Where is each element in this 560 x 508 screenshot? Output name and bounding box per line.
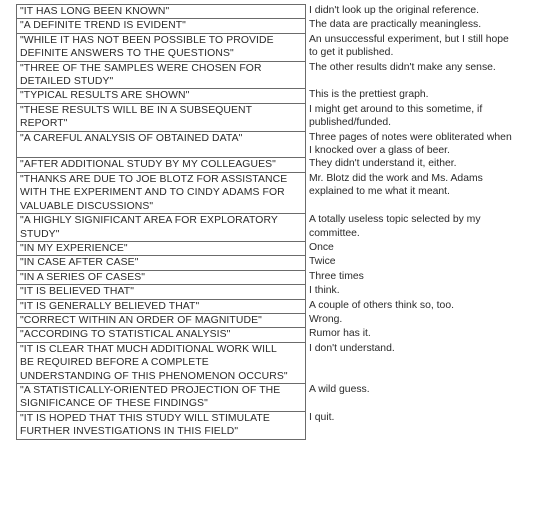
meaning-text: explained to me what it meant. <box>309 186 450 198</box>
meaning-text: An unsuccessful experiment, but I still hope <box>309 33 509 45</box>
phrase-text: SIGNIFICANCE OF THESE FINDINGS" <box>20 398 208 410</box>
phrase-text: FURTHER INVESTIGATIONS IN THIS FIELD" <box>20 426 239 438</box>
meaning-text: Three pages of notes were obliterated when <box>309 131 512 143</box>
meaning-text: A couple of others think so, too. <box>309 299 454 311</box>
table-row <box>0 18 560 32</box>
phrase-text: "IT HAS LONG BEEN KNOWN" <box>20 6 170 17</box>
phrase-text: "CORRECT WITHIN AN ORDER OF MAGNITUDE" <box>20 314 262 326</box>
phrase-text: "IT IS GENERALLY BELIEVED THAT" <box>20 300 200 312</box>
meaning-cell <box>309 131 554 158</box>
translation-table <box>0 4 560 440</box>
table-row <box>0 299 560 313</box>
table-row <box>0 284 560 298</box>
phrase-text: "IT IS CLEAR THAT MUCH ADDITIONAL WORK WILL <box>20 343 277 355</box>
meaning-cell <box>309 213 554 241</box>
meaning-cell <box>309 88 554 102</box>
meaning-text: I didn't look up the original reference. <box>309 5 480 16</box>
scientific-phrase-cell <box>16 270 306 284</box>
scientific-phrase-cell <box>16 33 306 61</box>
phrase-text: "A CAREFUL ANALYSIS OF OBTAINED DATA" <box>20 132 243 144</box>
meaning-cell <box>309 383 554 411</box>
table-row <box>0 383 560 411</box>
phrase-text: "IN MY EXPERIENCE" <box>20 242 128 254</box>
meaning-text: This is the prettiest graph. <box>309 89 429 101</box>
table-row <box>0 61 560 89</box>
phrase-text: "ACCORDING TO STATISTICAL ANALYSIS" <box>20 329 231 341</box>
table-row <box>0 241 560 255</box>
meaning-text: Twice <box>309 256 336 268</box>
meaning-text: The data are practically meaningless. <box>309 19 482 31</box>
scientific-phrase-cell <box>16 61 306 89</box>
phrase-text: REPORT" <box>20 118 68 130</box>
table-row <box>0 88 560 102</box>
phrase-text: VALUABLE DISCUSSIONS" <box>20 200 154 212</box>
scientific-phrase-cell <box>16 299 306 313</box>
scientific-phrase-cell <box>16 255 306 269</box>
meaning-cell <box>309 241 554 255</box>
phrase-text: "IN CASE AFTER CASE" <box>20 257 139 269</box>
phrase-text: "A STATISTICALLY-ORIENTED PROJECTION OF THE <box>20 384 281 396</box>
scientific-phrase-cell <box>16 313 306 327</box>
scientific-phrase-cell <box>16 411 306 440</box>
table-row <box>0 131 560 158</box>
meaning-cell <box>309 255 554 269</box>
scientific-phrase-cell <box>16 157 306 171</box>
scientific-phrase-cell <box>16 241 306 255</box>
meaning-cell <box>309 157 554 171</box>
meaning-cell <box>309 299 554 313</box>
meaning-text: I don't understand. <box>309 342 395 354</box>
table-row <box>0 327 560 341</box>
meaning-cell <box>309 313 554 327</box>
meaning-text: Once <box>309 241 334 253</box>
phrase-text: STUDY" <box>20 228 60 240</box>
meaning-text: I think. <box>309 285 340 297</box>
meaning-cell <box>309 33 554 61</box>
meaning-text: The other results didn't make any sense. <box>309 61 496 73</box>
scientific-phrase-cell <box>16 103 306 131</box>
scientific-phrase-cell <box>16 172 306 213</box>
scientific-phrase-cell <box>16 18 306 32</box>
phrase-text: "A DEFINITE TREND IS EVIDENT" <box>20 20 186 32</box>
meaning-text: Three times <box>309 270 364 282</box>
scientific-phrase-cell <box>16 4 306 18</box>
meaning-cell <box>309 411 554 440</box>
meaning-cell <box>309 103 554 131</box>
meaning-text: I quit. <box>309 411 335 423</box>
phrase-text: "A HIGHLY SIGNIFICANT AREA FOR EXPLORATORY <box>20 215 278 227</box>
phrase-text: DEFINITE ANSWERS TO THE QUESTIONS" <box>20 48 234 60</box>
meaning-cell <box>309 172 554 213</box>
meaning-cell <box>309 18 554 32</box>
phrase-text: "TYPICAL RESULTS ARE SHOWN" <box>20 90 190 102</box>
phrase-text: WITH THE EXPERIMENT AND TO CINDY ADAMS FOR <box>20 187 285 199</box>
phrase-text: "AFTER ADDITIONAL STUDY BY MY COLLEAGUES" <box>20 159 276 171</box>
table-row <box>0 313 560 327</box>
table-row <box>0 103 560 131</box>
scientific-phrase-cell <box>16 383 306 411</box>
scientific-phrase-cell <box>16 284 306 298</box>
table-row <box>0 342 560 383</box>
meaning-cell <box>309 327 554 341</box>
table-row <box>0 157 560 171</box>
meaning-cell <box>309 4 554 18</box>
meaning-cell <box>309 270 554 284</box>
meaning-text: Mr. Blotz did the work and Ms. Adams <box>309 172 483 184</box>
phrase-text: "IT IS BELIEVED THAT" <box>20 286 134 298</box>
table-row <box>0 255 560 269</box>
meaning-cell <box>309 61 554 89</box>
table-row <box>0 172 560 213</box>
meaning-text: They didn't understand it, either. <box>309 158 457 170</box>
phrase-text: BE REQUIRED BEFORE A COMPLETE <box>20 357 209 369</box>
scientific-phrase-cell <box>16 88 306 102</box>
phrase-text: "IT IS HOPED THAT THIS STUDY WILL STIMULATE <box>20 412 270 424</box>
meaning-text: Rumor has it. <box>309 328 371 340</box>
phrase-text: "IN A SERIES OF CASES" <box>20 271 146 283</box>
phrase-text: "WHILE IT HAS NOT BEEN POSSIBLE TO PROVIDE <box>20 34 274 46</box>
scientific-phrase-cell <box>16 327 306 341</box>
meaning-text: Wrong. <box>309 313 343 325</box>
meaning-text: published/funded. <box>309 117 392 129</box>
meaning-text: A totally useless topic selected by my <box>309 214 481 226</box>
table-row <box>0 4 560 18</box>
meaning-text: committee. <box>309 227 360 239</box>
meaning-cell <box>309 284 554 298</box>
meaning-text: A wild guess. <box>309 383 370 395</box>
table-row <box>0 411 560 440</box>
meaning-text: I knocked over a glass of beer. <box>309 145 450 157</box>
meaning-text: I might get around to this sometime, if <box>309 103 483 115</box>
phrase-text: DETAILED STUDY" <box>20 76 114 88</box>
phrase-text: "THESE RESULTS WILL BE IN A SUBSEQUENT <box>20 104 253 116</box>
scientific-phrase-cell <box>16 342 306 383</box>
meaning-cell <box>309 342 554 383</box>
scientific-phrase-cell <box>16 213 306 241</box>
table-row <box>0 270 560 284</box>
phrase-text: UNDERSTANDING OF THIS PHENOMENON OCCURS" <box>20 370 288 382</box>
scientific-phrase-cell <box>16 131 306 158</box>
meaning-text: to get it published. <box>309 47 394 59</box>
table-row <box>0 33 560 61</box>
phrase-text: "THREE OF THE SAMPLES WERE CHOSEN FOR <box>20 62 262 74</box>
phrase-text: "THANKS ARE DUE TO JOE BLOTZ FOR ASSISTANCE <box>20 173 288 185</box>
table-row <box>0 213 560 241</box>
